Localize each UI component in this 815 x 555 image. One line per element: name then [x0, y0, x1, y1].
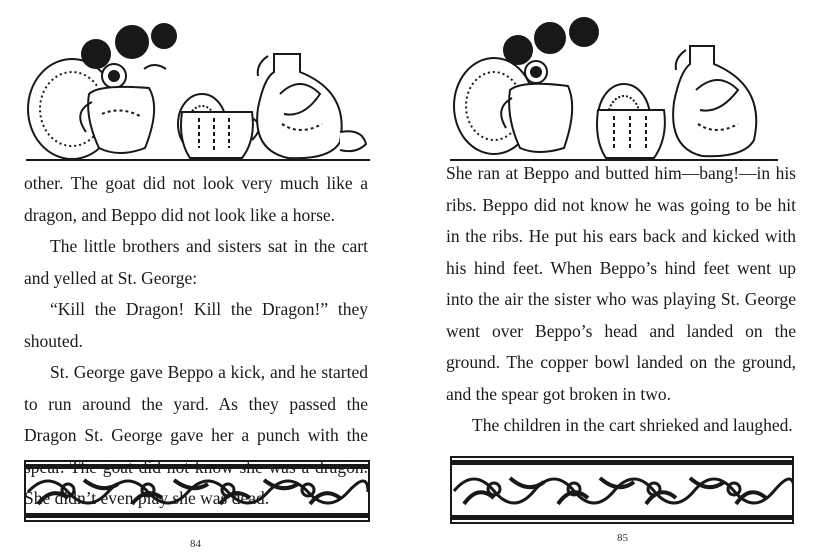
- paragraph: “Kill the Dragon! Kill the Dragon!” they shouted.: [24, 299, 368, 351]
- paragraph: other. The goat did not look very much like a dragon, and Beppo did not look like a horse.: [24, 173, 368, 225]
- acanthus-scroll-border-icon: [24, 460, 370, 522]
- page-number: 84: [190, 538, 201, 550]
- paragraph: The little brothers and sisters sat in the cart and yelled at St. George:: [24, 236, 368, 288]
- paragraph: St. George gave Beppo a kick, and he started to run around the yard. As they passed the Dragon St. George gave her a punch with the She didn’t even play she was dead.: [24, 362, 368, 508]
- right-page: [408, 0, 815, 555]
- right-page-text: [446, 158, 796, 442]
- pottery-still-life-icon: [24, 14, 374, 164]
- left-page: [0, 0, 400, 555]
- paragraph: The children in the cart shrieked and laughed.: [472, 415, 793, 435]
- paragraph: She ran at Beppo and butted him—bang!—in his ribs. Beppo did not know he was going to be hit in the ribs. He put his ears back and kicked with his hind feet. When Beppo’s hind feet went up into the air the sister who was playing St. George went over Beppo’s head and landed on the ground. The copper bowl landed on the ground, and the spear got broken in two.: [446, 163, 796, 404]
- pottery-still-life-icon: [448, 14, 783, 164]
- page-number: 85: [617, 532, 628, 544]
- acanthus-scroll-border-icon: [450, 456, 794, 524]
